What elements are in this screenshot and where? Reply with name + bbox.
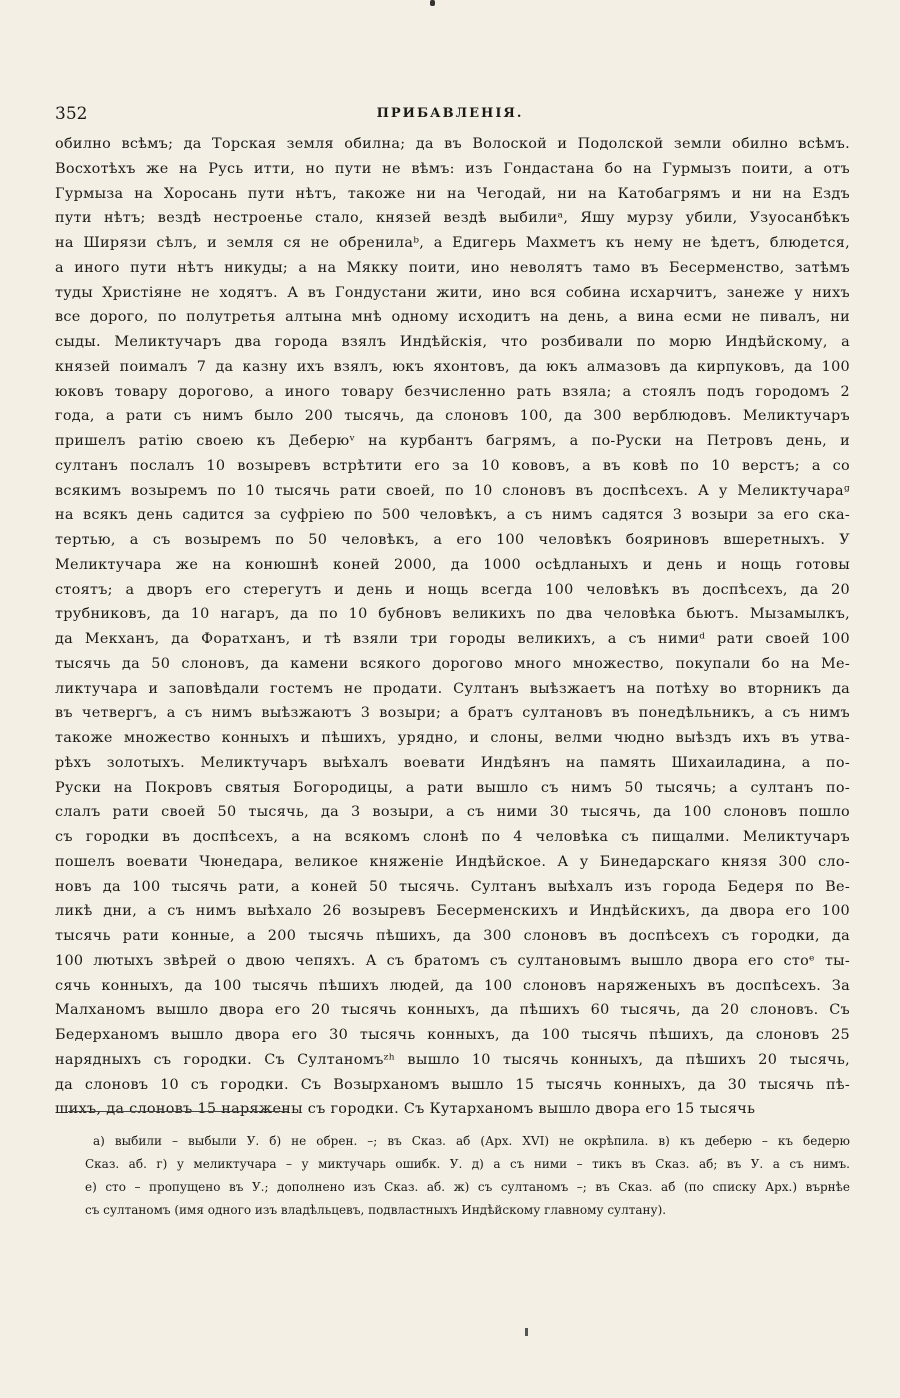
text-line: да слоновъ 10 съ городки. Съ Возырханомъ вышло 15 тысячь конныхъ, да 30 тысячь пѣ- xyxy=(55,1076,850,1093)
text-line: все дорого, по полутретья алтына мнѣ одному исходитъ на день, а вина есми не пивалъ, ни xyxy=(55,309,850,326)
text-line: Бедерханомъ вышло двора его 30 тысячь конныхъ, да 100 тысячь пѣшихъ, да слоновъ 25 xyxy=(55,1027,850,1043)
text-line: туды Христіяне не ходятъ. А въ Гондустани жити, ино вся собина исхарчитъ, занеже у нихъ xyxy=(55,284,850,301)
footnote-line: е) сто – пропущено въ У.; дополнено изъ Сказ. аб. ж) съ султаномъ –; въ Сказ. аб (по списку Арх.) върнѣе xyxy=(85,1180,850,1194)
text-line: пришелъ ратію своею къ Деберюᵛ на курбантъ багрямъ, а по-Руски на Петровъ день, и xyxy=(55,433,850,449)
text-line: ликѣ дни, а съ нимъ выѣхало 26 возыревъ Бесерменскихъ и Индѣйскихъ, да двора его 100 xyxy=(55,903,850,920)
body-text xyxy=(55,132,850,1122)
text-line: слалъ рати своей 50 тысячь, да 3 возыри, а съ ними 30 тысячь, да 100 слоновъ пошло xyxy=(55,804,850,821)
text-line: султанъ послалъ 10 возыревъ встрѣтити его за 10 кововъ, а въ ковѣ по 10 верстъ; а со xyxy=(55,457,850,474)
text-line: рѣхъ золотыхъ. Меликтучаръ выѣхалъ воевати Индѣянъ на память Шихаиладина, а по- xyxy=(55,754,850,771)
text-line: ликтучара и заповѣдали гостемъ не продати. Султанъ выѣзжаетъ на потѣху во вторникъ да xyxy=(55,680,850,697)
text-line: на всякъ день садится за суфріею по 500 человѣкъ, а съ нимъ садятся 3 возыри за его ска- xyxy=(55,507,850,524)
text-line: въ четвергъ, а съ нимъ выѣзжаютъ 3 возыри; а братъ султановъ въ понедѣльникъ, а съ нимъ xyxy=(55,705,850,722)
text-line: всякимъ возыремъ по 10 тысячь рати своей, по 10 слоновъ въ доспѣсехъ. А у Меликтучараᵍ xyxy=(55,482,850,499)
text-line: пути нѣтъ; вездѣ нестроенье стало, князей вездѣ выбилиᵃ, Яшу мурзу убили, Узуосанбѣкъ xyxy=(55,210,850,227)
text-line: на Ширязи сѣлъ, и земля ся не обренилаᵇ, а Едигерь Махметъ къ нему не ѣдетъ, блюдется, xyxy=(55,235,850,251)
text-line: да Мекханъ, да Форатханъ, и тѣ взяли три городы великихъ, а съ нимиᵈ рати своей 100 xyxy=(55,631,850,647)
text-line: тысячь да 50 слоновъ, да камени всякого дорогово много множество, покупали бо на Ме- xyxy=(55,655,850,672)
text-line: обилно всѣмъ; да Торская земля обилна; да въ Волоской и Подолской земли обилно всѣмъ. xyxy=(55,136,850,152)
text-line: года, а рати съ нимъ было 200 тысячь, да слоновъ 100, да 300 верблюдовъ. Меликтучаръ xyxy=(55,408,850,425)
print-mark xyxy=(430,0,435,6)
text-line: сячь конныхъ, да 100 тысячь пѣшихъ людей, да 100 слоновъ наряженыхъ въ доспѣсехъ. За xyxy=(55,977,850,994)
text-line: такоже множество конныхъ и пѣшихъ, урядно, и слоны, велми чюдно выѣздъ ихъ въ утва- xyxy=(55,730,850,746)
text-line: тысячь рати конные, а 200 тысячь пѣшихъ, да 300 слоновъ въ доспѣсехъ съ городки, да xyxy=(55,928,850,944)
text-line: юковъ товару дорогово, а иного товару безчисленно рать взяла; а стоялъ подъ городомъ 2 xyxy=(55,383,850,400)
footnote-line: съ султаномъ (имя одного изъ владѣльцевъ, подвластныхъ Индѣйскому главному султану). xyxy=(85,1203,667,1217)
text-line: пошелъ воевати Чюнедара, великое княженіе Индѣйское. А у Бинедарскаго князя 300 сло- xyxy=(55,853,850,870)
text-line: Гурмыза на Хоросань пути нѣтъ, такоже ни на Чегодай, ни на Катобагрямъ и ни на Ездъ xyxy=(55,185,850,202)
text-line: тертью, а съ возыремъ по 50 человѣкъ, а его 100 человѣкъ бояриновъ вшеретныхъ. У xyxy=(55,532,850,548)
text-line: Руски на Покровъ святыя Богородицы, а рати вышло съ нимъ 50 тысячь; а султанъ по- xyxy=(55,779,850,796)
running-head: ПРИБАВЛЕНІЯ. xyxy=(376,106,524,121)
text-line: новъ да 100 тысячь рати, а коней 50 тысячь. Султанъ выѣхалъ изъ города Бедеря по Ве- xyxy=(55,878,850,895)
text-line: съ городки въ доспѣсехъ, а на всякомъ слонѣ по 4 человѣка съ пищалми. Меликтучаръ xyxy=(55,829,850,845)
text-line: Малханомъ вышло двора его 20 тысячь конныхъ, да пѣшихъ 60 тысячь, да 20 слоновъ. Съ xyxy=(55,1002,850,1019)
footnote-line: Сказ. аб. г) у меликтучара – у миктучарь ошибк. У. д) а съ ними – тикъ въ Сказ. аб; въ У. а съ нимъ. xyxy=(85,1157,850,1171)
text-line: 100 лютыхъ звѣрей о двою чепяхъ. А съ братомъ съ султановымъ вышло двора его стоᵉ ты- xyxy=(55,952,850,969)
text-line: сыды. Меликтучаръ два города взялъ Индѣйскія, что розбивали по морю Индѣйскому, а xyxy=(55,334,850,350)
print-mark-bottom xyxy=(525,1328,528,1336)
footnote-line: а) выбили – выбыли У. б) не обрен. –; въ Сказ. аб (Арх. XVI) не окрѣпила. в) къ деберю – къ бедерю xyxy=(93,1134,850,1148)
page-header xyxy=(55,104,845,128)
text-line: трубниковъ, да 10 нагаръ, да по 10 бубновъ великихъ по два человѣка бьютъ. Мызамылкъ, xyxy=(55,606,850,623)
footnote-rule xyxy=(68,1111,288,1112)
text-line: а иного пути нѣтъ никуды; а на Мякку поити, ино неволятъ тамо въ Бесерменство, затѣмъ xyxy=(55,259,850,276)
text-line: шихъ, да слоновъ 15 наряжены съ городки. Съ Кутарханомъ вышло двора его 15 тысячь xyxy=(55,1101,756,1118)
text-line: Восхотѣхъ же на Русь итти, но пути не вѣмъ: изъ Гондастана бо на Гурмызъ поити, а отъ xyxy=(55,160,850,177)
text-line: стоятъ; а дворъ его стерегутъ и день и нощь всегда 100 человѣкъ въ доспѣсехъ, да 20 xyxy=(55,581,850,598)
text-line: нарядныхъ съ городки. Съ Султаномъᶻʰ вышло 10 тысячь конныхъ, да пѣшихъ 20 тысячь, xyxy=(55,1051,850,1068)
text-line: князей поималъ 7 да казну ихъ взялъ, юкъ яхонтовъ, да юкъ алмазовъ да кирпуковъ, да 100 xyxy=(55,358,850,375)
page-number: 352 xyxy=(55,104,88,124)
text-line: Меликтучара же на конюшнѣ коней 2000, да 1000 осѣдланыхъ и день и нощь готовы xyxy=(55,556,850,573)
footnotes xyxy=(85,1130,850,1222)
